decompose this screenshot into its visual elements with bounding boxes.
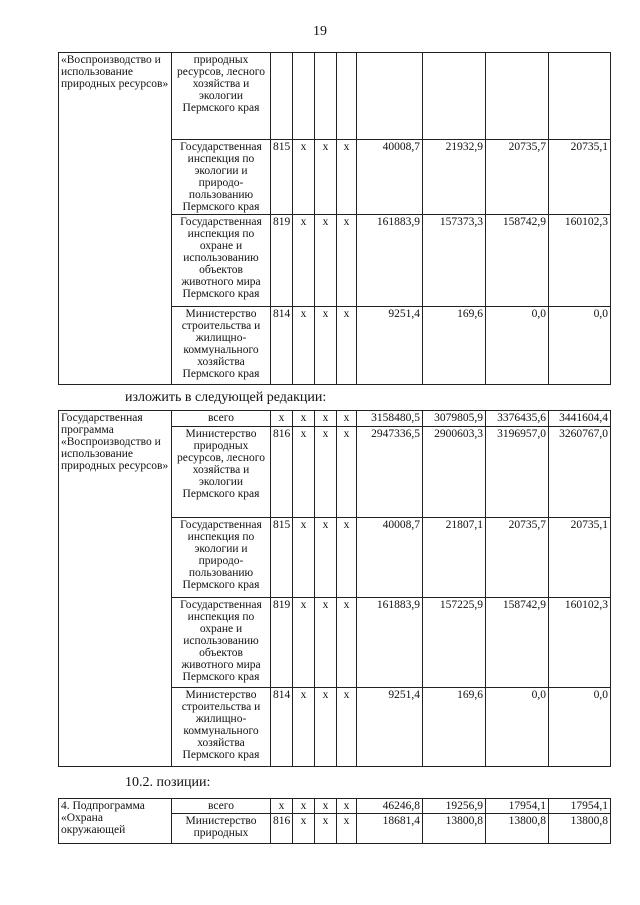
table-row: Государственная инспекция по экологии и природо-пользованию Пермского края 815 x x x 40008,7 21932,9 20735,7 20735,1 xyxy=(59,140,611,215)
org-code: 815 xyxy=(271,518,293,598)
org-cell: всего xyxy=(172,411,271,427)
program-name-cell: Государственная программа «Воспроизводство и использование природных ресурсов» xyxy=(59,411,172,767)
table-row: Министерство строительства и жилищно-коммунального хозяйства Пермского края 814 x x x 9251,4 169,6 0,0 0,0 xyxy=(59,307,611,385)
org-cell: Государственная инспекция по экологии и природо-пользованию Пермского края xyxy=(172,518,271,598)
value-cell: 17954,1 xyxy=(549,799,611,814)
value-cell: 18681,4 xyxy=(357,814,423,844)
value-cell: 19256,9 xyxy=(423,799,486,814)
value-cell: 3196957,0 xyxy=(486,427,549,518)
table-row: Государственная инспекция по экологии и природо-пользованию Пермского края 815 x x x 40008,7 21807,1 20735,7 20735,1 xyxy=(59,518,611,598)
table-row: Государственная инспекция по охране и использованию объектов животного мира Пермского края 819 x x x 161883,9 157373,3 158742,9 160102,3 xyxy=(59,215,611,307)
value-cell: 3079805,9 xyxy=(423,411,486,427)
value-cell: 161883,9 xyxy=(357,215,423,307)
value-cell: 21932,9 xyxy=(423,140,486,215)
value-cell: 21807,1 xyxy=(423,518,486,598)
value-cell: 0,0 xyxy=(549,688,611,767)
value-cell: 2947336,5 xyxy=(357,427,423,518)
value-cell: 0,0 xyxy=(486,307,549,385)
table-row: Государственная программа «Воспроизводство и использование природных ресурсов» всего x x x x 3158480,5 3079805,9 3376435,6 3441604,4 xyxy=(59,411,611,427)
value-cell: 0,0 xyxy=(486,688,549,767)
value-cell: 20735,7 xyxy=(486,518,549,598)
org-code: 816 xyxy=(271,427,293,518)
org-code: 814 xyxy=(271,307,293,385)
budget-table-old xyxy=(58,52,611,385)
value-cell: 3158480,5 xyxy=(357,411,423,427)
org-cell: природных ресурсов, лесного хозяйства и экологии Пермского края xyxy=(172,53,271,140)
value-cell: 169,6 xyxy=(423,688,486,767)
value-cell: 13800,8 xyxy=(486,814,549,844)
value-cell: 17954,1 xyxy=(486,799,549,814)
org-cell: Министерство природных ресурсов, лесного хозяйства и экологии Пермского края xyxy=(172,427,271,518)
value-cell: 3441604,4 xyxy=(549,411,611,427)
value-cell: 2900603,3 xyxy=(423,427,486,518)
table-row: 4. Подпрограмма «Охрана окружающей всего x x x x 46246,8 19256,9 17954,1 17954,1 xyxy=(59,799,611,814)
page-number: 19 xyxy=(313,24,327,39)
value-cell: 157373,3 xyxy=(423,215,486,307)
org-code: 815 xyxy=(271,140,293,215)
budget-table-new xyxy=(58,410,611,767)
table-row: Министерство природных 816 x x x 18681,4 13800,8 13800,8 13800,8 xyxy=(59,814,611,844)
org-cell: Государственная инспекция по охране и использованию объектов животного мира Пермского края xyxy=(172,215,271,307)
value-cell: 158742,9 xyxy=(486,215,549,307)
org-cell: Государственная инспекция по охране и использованию объектов животного мира Пермского края xyxy=(172,598,271,688)
org-cell: всего xyxy=(172,799,271,814)
org-code: 816 xyxy=(271,814,293,844)
value-cell: 40008,7 xyxy=(357,140,423,215)
org-cell: Государственная инспекция по экологии и природо-пользованию Пермского края xyxy=(172,140,271,215)
value-cell: 20735,1 xyxy=(549,518,611,598)
value-cell: 169,6 xyxy=(423,307,486,385)
value-cell: 160102,3 xyxy=(549,215,611,307)
org-cell: Министерство строительства и жилищно-коммунального хозяйства Пермского края xyxy=(172,307,271,385)
org-code: 819 xyxy=(271,215,293,307)
section-heading: 10.2. позиции: xyxy=(125,775,211,790)
value-cell: 0,0 xyxy=(549,307,611,385)
value-cell: 46246,8 xyxy=(357,799,423,814)
value-cell: 20735,7 xyxy=(486,140,549,215)
value-cell: 13800,8 xyxy=(549,814,611,844)
value-cell: 13800,8 xyxy=(423,814,486,844)
org-code: 814 xyxy=(271,688,293,767)
table-row: Государственная инспекция по охране и использованию объектов животного мира Пермского края 819 x x x 161883,9 157225,9 158742,9 160102,3 xyxy=(59,598,611,688)
org-cell: Министерство природных xyxy=(172,814,271,844)
value-cell: 158742,9 xyxy=(486,598,549,688)
value-cell: 157225,9 xyxy=(423,598,486,688)
value-cell: 20735,1 xyxy=(549,140,611,215)
program-name-cell: «Воспроизводство и использование природных ресурсов» xyxy=(59,53,172,385)
intro-text: изложить в следующей редакции: xyxy=(125,390,327,405)
program-name-cell: 4. Подпрограмма «Охрана окружающей xyxy=(59,799,172,844)
org-cell: Министерство строительства и жилищно-коммунального хозяйства Пермского края xyxy=(172,688,271,767)
value-cell: 161883,9 xyxy=(357,598,423,688)
value-cell: 160102,3 xyxy=(549,598,611,688)
budget-table-subprogram xyxy=(58,798,611,844)
org-code: 819 xyxy=(271,598,293,688)
value-cell: 40008,7 xyxy=(357,518,423,598)
table-row: Министерство строительства и жилищно-коммунального хозяйства Пермского края 814 x x x 9251,4 169,6 0,0 0,0 xyxy=(59,688,611,767)
value-cell: 3376435,6 xyxy=(486,411,549,427)
value-cell: 9251,4 xyxy=(357,688,423,767)
value-cell: 3260767,0 xyxy=(549,427,611,518)
table-row: Министерство природных ресурсов, лесного хозяйства и экологии Пермского края 816 x x x 2947336,5 2900603,3 3196957,0 3260767,0 xyxy=(59,427,611,518)
value-cell: 9251,4 xyxy=(357,307,423,385)
